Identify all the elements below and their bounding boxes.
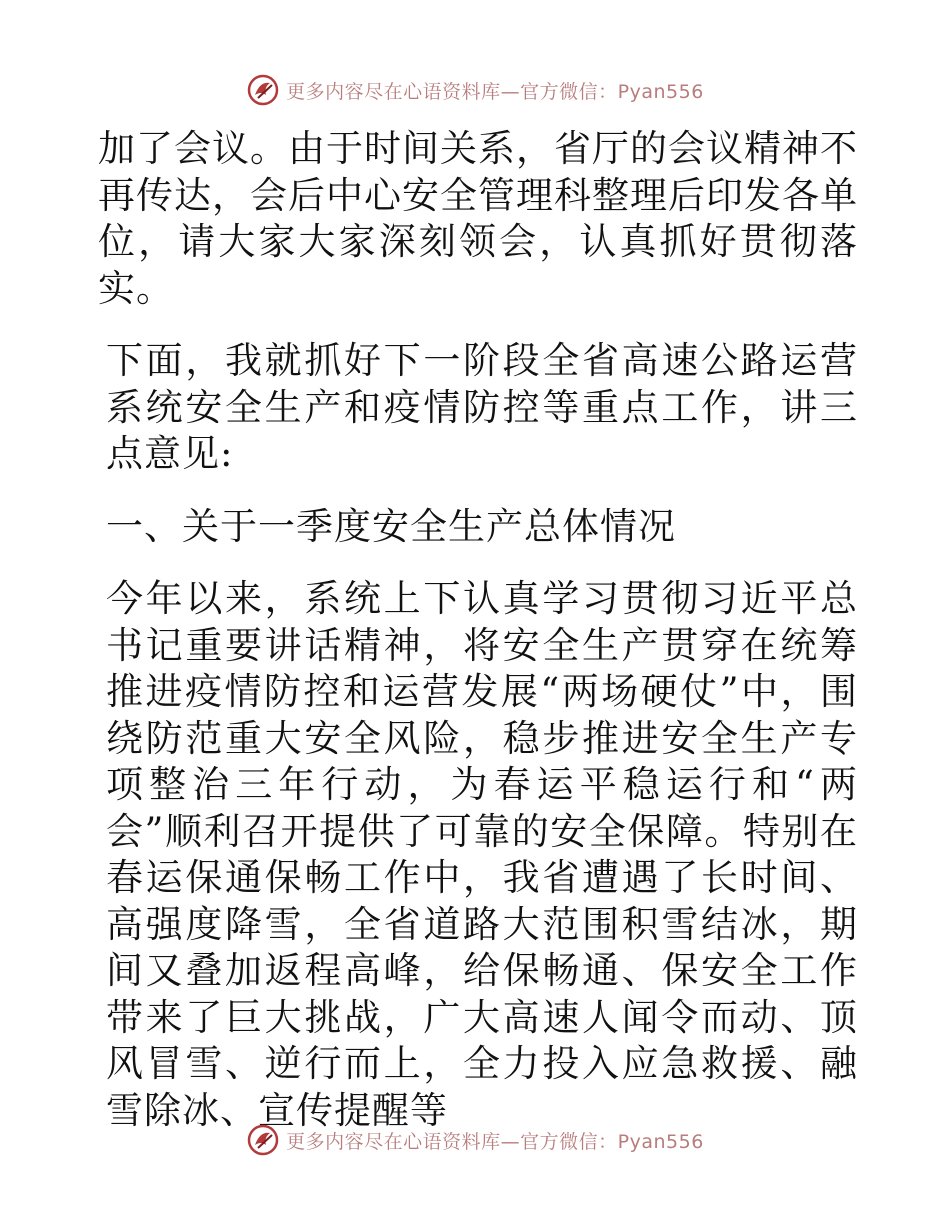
red-seal-logo-icon bbox=[246, 1123, 280, 1157]
watermark-text: 更多内容尽在心语资料库—官方微信：Pyan556 bbox=[286, 1130, 704, 1153]
document-body bbox=[98, 126, 858, 1134]
watermark-text: 更多内容尽在心语资料库—官方微信：Pyan556 bbox=[286, 80, 704, 103]
header-watermark bbox=[0, 70, 950, 110]
paragraph-1: 加了会议。由于时间关系，省厅的会议精神不再传达，会后中心安全管理科整理后印发各单位，请大家大家深刻领会，认真抓好贯彻落实。 bbox=[98, 127, 858, 310]
paragraph-3: 今年以来，系统上下认真学习贯彻习近平总书记重要讲话精神，将安全生产贯穿在统筹推进疫情防控和运营发展“两场硬仗”中，围绕防范重大安全风险，稳步推进安全生产专项整治三年行动，为春运平稳运行和“两会”顺利召开提供了可靠的安全保障。特别在春运保通保畅工作中，我省遭遇了长时间、高强度降雪，全省道路大范围积雪结冰，期间又叠加返程高峰，给保畅通、保安全工作带来了巨大挑战，广大高速人闻令而动、顶风冒雪、逆行而上，全力投入应急救援、融雪除冰、宣传提醒等 bbox=[106, 577, 858, 1132]
red-seal-logo-icon bbox=[246, 73, 280, 107]
footer-watermark bbox=[0, 1120, 950, 1160]
paragraph-2: 下面，我就抓好下一阶段全省高速公路运营系统安全生产和疫情防控等重点工作，讲三点意见: bbox=[106, 339, 858, 475]
section-heading: 一、关于一季度安全生产总体情况 bbox=[106, 504, 676, 548]
